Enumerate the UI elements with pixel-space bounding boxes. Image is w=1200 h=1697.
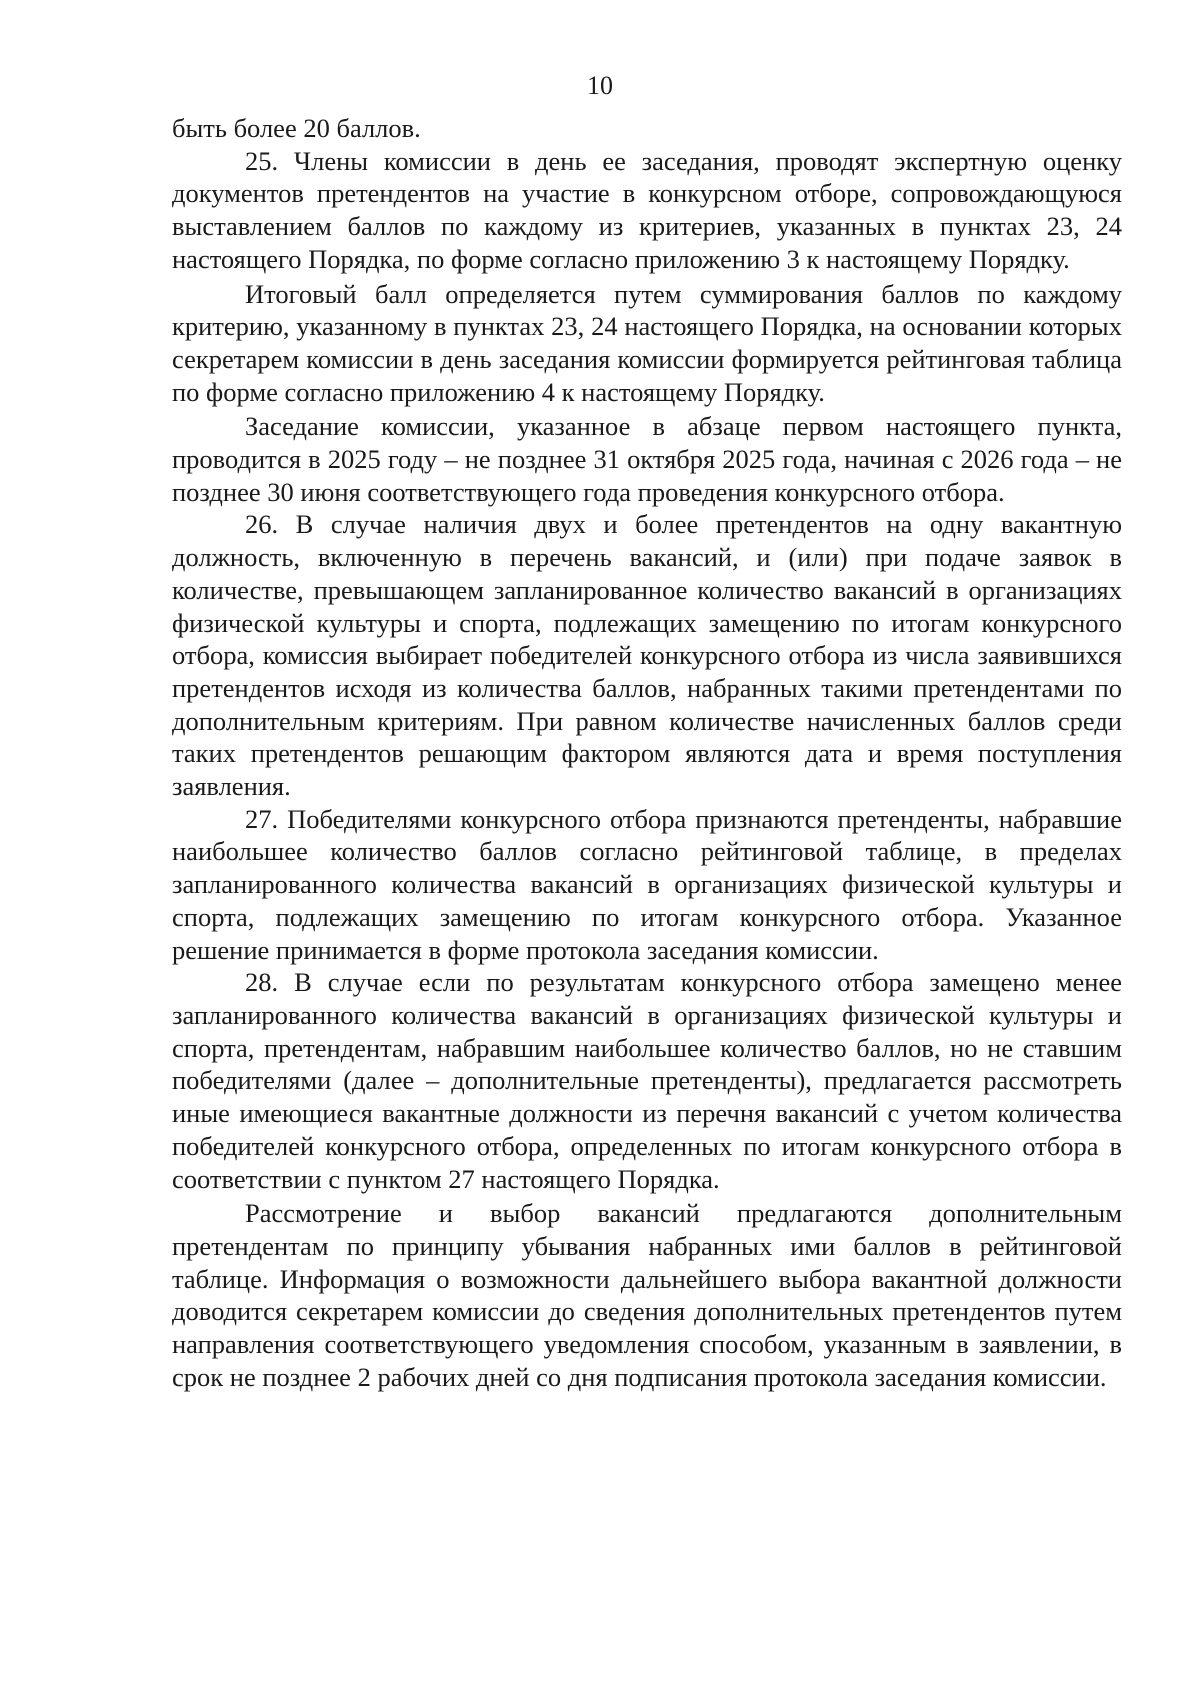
paragraph-item-25: 25. Члены комиссии в день ее заседания, проводят экспертную оценку документов претендентов на участие в конкурсном отборе, сопровождающуюся выставлением баллов по каждому из критериев, указанных в пунктах 23, 24 настоящего Порядка, по форме согласно приложению 3 к настоящему Порядку. (172, 145, 1122, 274)
paragraph-item-28: 28. В случае если по результатам конкурсного отбора замещено менее запланированного количества вакансий в организациях физической культуры и спорта, претендентам, набравшим наибольшее количество баллов, но не ставшим победителями (далее – дополнительные претенденты), предлагается рассмотреть иные имеющиеся вакантные должности из перечня вакансий с учетом количества победителей конкурсного отбора, определенных по итогам конкурсного отбора в соответствии с пунктом 27 настоящего Порядка. (172, 967, 1122, 1194)
paragraph-continuation: быть более 20 баллов. (172, 113, 421, 143)
paragraph-item-26: 26. В случае наличия двух и более претендентов на одну вакантную должность, включенную в перечень вакансий, и (или) при подаче заявок в количестве, превышающем запланированное количество вакансий в организациях физической культуры и спорта, подлежащих замещению по итогам конкурсного отбора, комиссия выбирает победителей конкурсного отбора из числа заявившихся претендентов исходя из количества баллов, набранных такими претендентами по дополнительным критериям. При равном количестве начисленных баллов среди таких претендентов решающим фактором являются дата и время поступления заявления. (172, 509, 1122, 802)
paragraph-item-27: 27. Победителями конкурсного отбора признаются претенденты, набравшие наибольшее количество баллов согласно рейтинговой таблице, в пределах запланированного количества вакансий в организациях физической культуры и спорта, подлежащих замещению по итогам конкурсного отбора. Указанное решение принимается в форме протокола заседания комиссии. (172, 803, 1122, 965)
paragraph-vacancy-selection: Рассмотрение и выбор вакансий предлагаются дополнительным претендентам по принципу убывания набранных ими баллов в рейтинговой таблице. Информация о возможности дальнейшего выбора вакантной должности доводится секретарем комиссии до сведения дополнительных претендентов путем направления соответствующего уведомления способом, указанным в заявлении, в срок не позднее 2 рабочих дней со дня подписания протокола заседания комиссии. (172, 1198, 1122, 1392)
paragraph-final-score: Итоговый балл определяется путем суммирования баллов по каждому критерию, указанному в пунктах 23, 24 настоящего Порядка, на основании которых секретарем комиссии в день заседания комиссии формируется рейтинговая таблица по форме согласно приложению 4 к настоящему Порядку. (172, 278, 1122, 407)
paragraph-meeting-dates: Заседание комиссии, указанное в абзаце первом настоящего пункта, проводится в 2025 году – не позднее 31 октября 2025 года, начиная с 2026 года – не позднее 30 июня соответствующего года проведения конкурсного отбора. (172, 411, 1122, 507)
page-number: 10 (587, 71, 613, 100)
document-body (172, 112, 1122, 1393)
